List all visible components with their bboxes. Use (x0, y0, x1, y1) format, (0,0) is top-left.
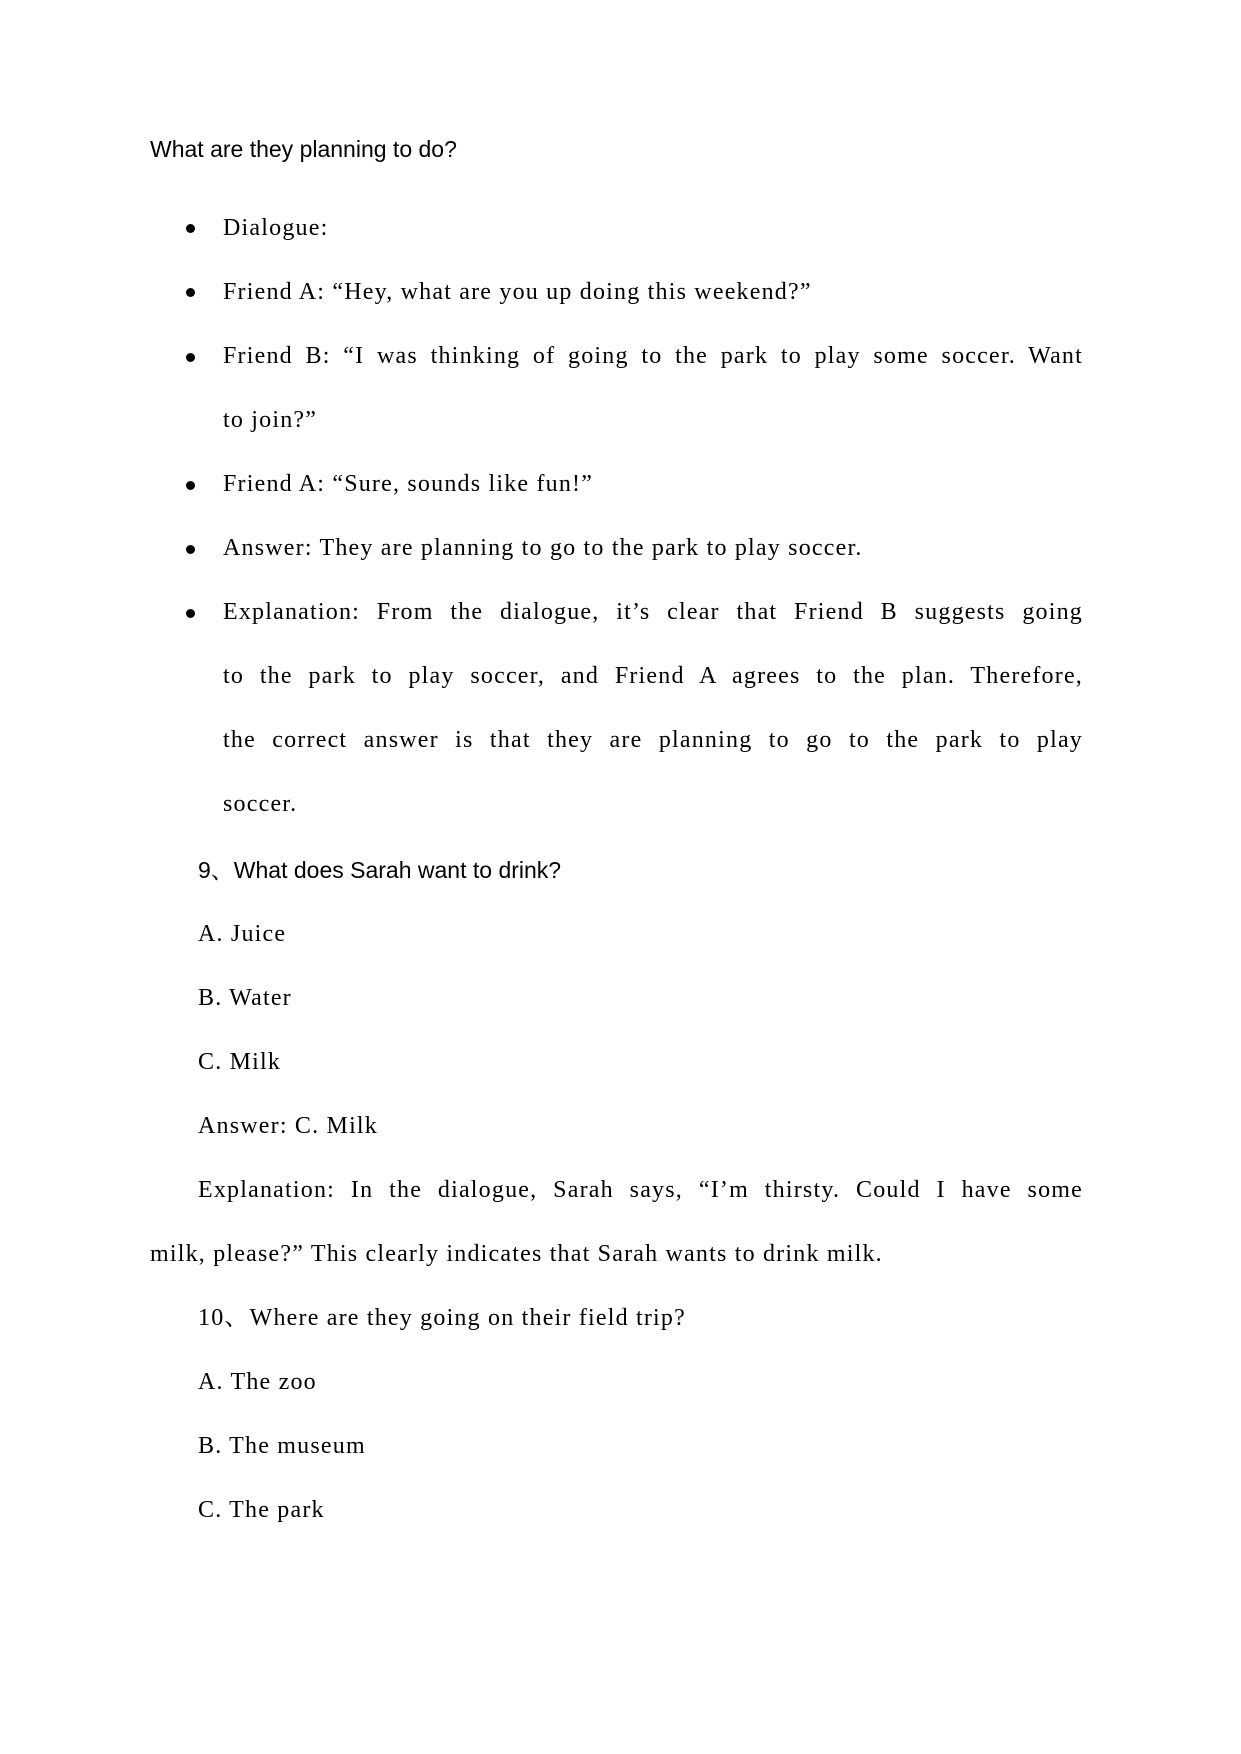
bullet-icon (186, 481, 195, 490)
bullet-icon (186, 288, 195, 297)
bullet-friend-a-reply: Friend A: “Sure, sounds like fun!” (223, 471, 594, 497)
section-heading: What are they planning to do? (150, 136, 457, 162)
bullet-icon (186, 545, 195, 554)
question-9-option-b: B. Water (198, 985, 292, 1011)
bullet-icon (186, 224, 195, 233)
question-9-answer: Answer: C. Milk (198, 1113, 378, 1139)
bullet-friend-b-line-1: Friend B: “I was thinking of going to the park to play some soccer. Want (223, 343, 1083, 369)
bullet-explanation-line-3: the correct answer is that they are planning to go to the park to play (223, 727, 1083, 753)
question-10-option-b: B. The museum (198, 1433, 366, 1459)
bullet-answer: Answer: They are planning to go to the park to play soccer. (223, 535, 863, 561)
question-9-explanation-line-1: Explanation: In the dialogue, Sarah says, “I’m thirsty. Could I have some (198, 1177, 1083, 1203)
question-10-option-a: A. The zoo (198, 1369, 317, 1395)
bullet-explanation-line-1: Explanation: From the dialogue, it’s clear that Friend B suggests going (223, 599, 1083, 625)
bullet-explanation-line-2: to the park to play soccer, and Friend A agrees to the plan. Therefore, (223, 663, 1083, 689)
bullet-friend-a-question: Friend A: “Hey, what are you up doing this weekend?” (223, 279, 812, 305)
bullet-dialogue-label: Dialogue: (223, 215, 329, 241)
question-9-option-c: C. Milk (198, 1049, 282, 1075)
bullet-icon (186, 609, 195, 618)
question-10-option-c: C. The park (198, 1497, 325, 1523)
question-10-title: 10、Where are they going on their field trip? (198, 1305, 686, 1331)
question-9-option-a: A. Juice (198, 921, 287, 947)
bullet-icon (186, 353, 195, 362)
bullet-friend-b-line-2: to join?” (223, 407, 318, 433)
question-9-title: 9、What does Sarah want to drink? (198, 857, 562, 883)
bullet-explanation-line-4: soccer. (223, 791, 298, 817)
question-9-explanation-line-2: milk, please?” This clearly indicates that Sarah wants to drink milk. (150, 1241, 883, 1267)
